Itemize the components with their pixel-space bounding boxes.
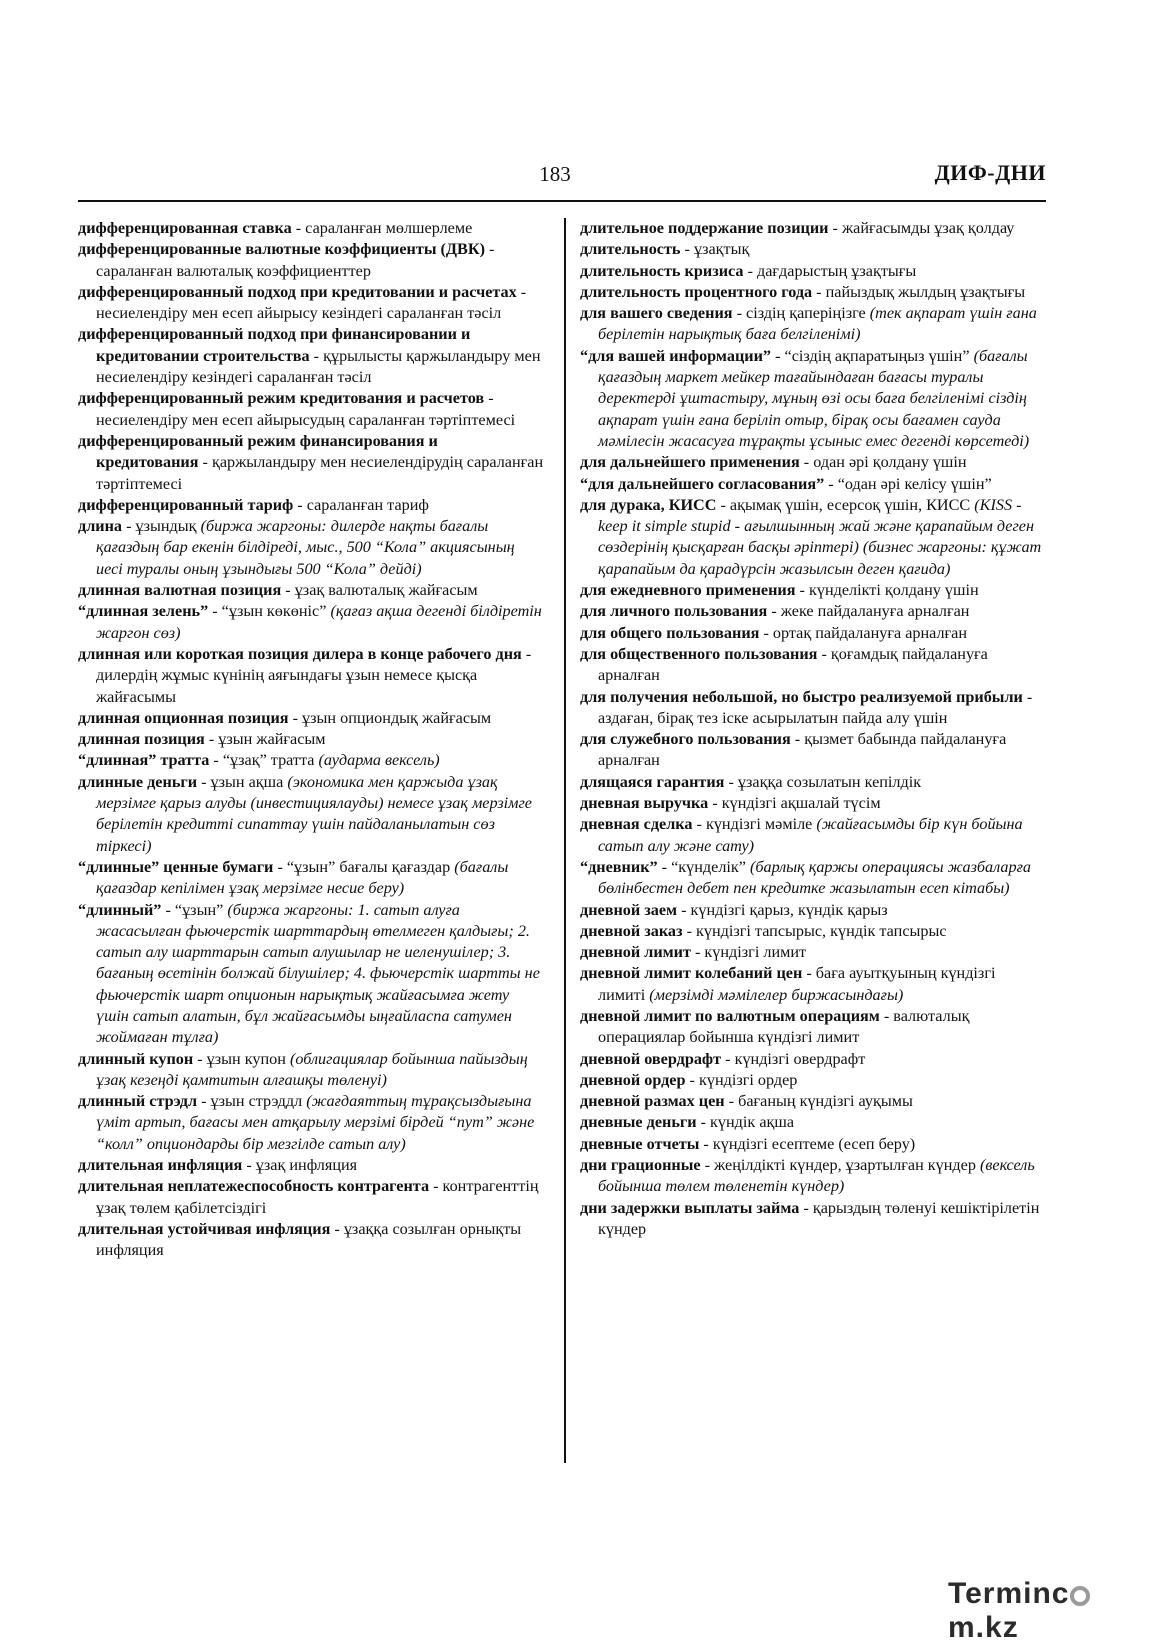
- entry-term: длительность процентного года: [580, 282, 813, 301]
- entry-translation: - ортақ пайдалануға арналған: [759, 623, 968, 642]
- entry-term: длинная позиция: [78, 730, 205, 749]
- dictionary-entry: [580, 1049, 1046, 1070]
- dictionary-entry: [580, 346, 1046, 452]
- dictionary-entry: [580, 601, 1046, 622]
- entry-translation: - ұзын купон: [193, 1049, 290, 1068]
- entry-term: “для дальнейшего согласования”: [580, 474, 825, 493]
- dictionary-entry: [580, 261, 1046, 282]
- dictionary-entry: [580, 814, 1046, 857]
- entry-term: для получения небольшой, но быстро реализуемой прибыли: [580, 687, 1023, 706]
- watermark-text-end: m.kz: [948, 1611, 1019, 1644]
- entry-term: “длинный”: [78, 900, 162, 919]
- dictionary-entry: [580, 303, 1046, 346]
- page-number: 183: [539, 162, 571, 186]
- entry-term: дифференцированный подход при финансировании и кредитовании строительства: [78, 325, 471, 365]
- entry-translation: - күндізгі қарыз, күндік қарыз: [677, 900, 888, 919]
- dictionary-entry: [580, 942, 1046, 963]
- entry-translation: - ұзын ақша: [197, 772, 288, 791]
- entry-term: для вашего сведения: [580, 304, 733, 323]
- entry-translation: - күндізгі есептеме (есеп беру): [699, 1134, 916, 1153]
- dictionary-entry: [78, 857, 544, 900]
- dictionary-entry: [580, 282, 1046, 303]
- entry-translation: - ұзын опциондық жайғасым: [288, 708, 492, 727]
- entry-translation: - қарыздың төленуі кешіктірілетін күндер: [598, 1198, 1040, 1238]
- entry-translation: - “ұзын көкөніс”: [208, 602, 331, 621]
- entry-term: дифференцированный тариф: [78, 495, 294, 514]
- entry-translation: - күндізгі лимит: [690, 943, 807, 962]
- entry-term: длительное поддержание позиции: [580, 219, 829, 237]
- entry-translation: - сараланған мөлшерлеме: [291, 219, 473, 237]
- entry-term: дневной овердрафт: [580, 1049, 722, 1068]
- entry-translation: - сараланған тариф: [293, 495, 429, 514]
- entry-term: дифференцированный режим кредитования и расчетов: [78, 389, 485, 408]
- entry-translation: - бағаның күндізгі ауқымы: [724, 1092, 913, 1111]
- entry-translation: - күнделікті қолдану үшін: [795, 581, 979, 600]
- entry-translation: - дилердің жұмыс күнінің аяғындағы ұзын немесе қысқа жайғасымы: [96, 644, 532, 706]
- entry-translation: - “сіздің ақпаратыңыз үшін”: [771, 346, 974, 365]
- entry-translation: - несиелендіру мен есеп айырысудың сараланған тәртіптемесі: [96, 389, 516, 429]
- dictionary-entry: [78, 239, 544, 282]
- entry-translation: - сараланған валюталық коэффициенттер: [96, 240, 495, 280]
- entry-note: (тек ақпарат үшін ғана берілетін нарықтық баға белгіленімі): [598, 304, 1037, 344]
- entry-term: длящаяся гарантия: [580, 772, 725, 791]
- dictionary-entry: [78, 1155, 544, 1176]
- entry-note: (биржа жаргоны: дилерде нақты бағалы қағаздың бар екенін білдіреді, мыс., 500 “Кола” акциясының иесі туралы оның ұзындығы 500 “Кола” дейді): [96, 517, 515, 578]
- dictionary-entry: [580, 729, 1046, 772]
- entry-term: дневной лимит по валютным операциям: [580, 1006, 880, 1025]
- entry-translation: - күндізгі ақшалай түсім: [708, 794, 881, 813]
- entry-term: дни задержки выплаты займа: [580, 1198, 800, 1217]
- entry-translation: - ұзақтық: [680, 240, 750, 259]
- entry-note: (қағаз ақша дегенді білдіретін жаргон сөз): [96, 602, 542, 642]
- entry-term: длинная или короткая позиция дилера в конце рабочего дня: [78, 644, 522, 663]
- entry-term: дневной заем: [580, 900, 678, 919]
- dictionary-entry: [580, 580, 1046, 601]
- entry-translation: - ұзын стрэддл: [197, 1092, 307, 1111]
- entry-translation: - ұзақ валюталық жайғасым: [281, 581, 478, 600]
- entry-term: дневной лимит: [580, 943, 691, 962]
- entry-term: дифференцированный режим финансирования и кредитования: [78, 431, 438, 472]
- dictionary-entry: [580, 1155, 1046, 1198]
- dictionary-entry: [78, 282, 544, 325]
- entry-note: (вексель бойынша төлем төленетін күндер): [598, 1156, 1035, 1196]
- watermark-text-start: Termin: [948, 1577, 1052, 1610]
- entry-translation: - қызмет бабында пайдалануға арналған: [598, 730, 1007, 770]
- entry-note: (мерзімді мәмілелер биржасындағы): [649, 985, 904, 1004]
- watermark-ring-icon: [1070, 1586, 1090, 1606]
- entry-term: для личного пользования: [580, 602, 768, 621]
- entry-note: (барлық қаржы операциясы жазбаларға бөлінбестен дебет пен кредитке жазылатын есеп кітабы): [598, 857, 1031, 898]
- dictionary-entry: [580, 857, 1046, 900]
- dictionary-entry: [580, 623, 1046, 644]
- entry-term: длина: [78, 517, 123, 536]
- entry-translation: - “ұзын” бағалы қағаздар: [273, 857, 455, 876]
- entry-note: (жайғасымды бір күн бойына сатып алу және сату): [598, 815, 1023, 855]
- dictionary-entry: [580, 1091, 1046, 1112]
- entry-translation: - аздаған, бірақ тез іске асырылатын пайда алу үшін: [598, 687, 1033, 727]
- entry-translation: - дағдарыстың ұзақтығы: [743, 261, 917, 280]
- entry-term: для дальнейшего применения: [580, 453, 800, 472]
- entry-term: дневной размах цен: [580, 1092, 725, 1111]
- dictionary-entry: [580, 1112, 1046, 1133]
- entry-translation: - жеңілдікті күндер, ұзартылған күндер: [700, 1156, 980, 1175]
- dictionary-entry: [580, 239, 1046, 260]
- entry-translation: - контрагенттің ұзақ төлем қабілетсіздігі: [96, 1177, 539, 1217]
- entry-term: дневные деньги: [580, 1113, 697, 1132]
- dictionary-entry: [78, 772, 544, 857]
- dictionary-entry: [78, 1176, 544, 1219]
- dictionary-entry: [78, 750, 544, 771]
- dictionary-entry: [78, 580, 544, 601]
- entry-note: (облигациялар бойынша пайыздың ұзақ кезеңді қамтитын алғашқы төленуі): [96, 1049, 528, 1089]
- dictionary-entry: [580, 793, 1046, 814]
- entry-term: для дурака, КИСС: [580, 495, 717, 514]
- entry-term: для общего пользования: [580, 623, 760, 642]
- entry-translation: - одан әрі қолдану үшін: [799, 453, 967, 472]
- entry-term: длинный купон: [78, 1049, 194, 1068]
- entry-term: дифференцированная ставка: [78, 219, 292, 237]
- dictionary-entry: [78, 495, 544, 516]
- left-column: [78, 218, 544, 1262]
- entry-term: дни грационные: [580, 1156, 701, 1175]
- dictionary-entry: [580, 1134, 1046, 1155]
- entry-term: дневная выручка: [580, 794, 709, 813]
- entry-translation: - күндізгі ордер: [685, 1070, 798, 1089]
- dictionary-entry: [78, 431, 544, 495]
- entry-term: длинная валютная позиция: [78, 581, 282, 600]
- entry-term: “для вашей информации”: [580, 346, 772, 365]
- entry-translation: - құрылысты қаржыландыру мен несиелендіру кезіндегі сараланған тәсіл: [96, 346, 541, 387]
- entry-translation: - күндізгі овердрафт: [721, 1049, 866, 1068]
- entry-translation: - күндізгі тапсырыс, күндік тапсырыс: [682, 921, 947, 940]
- entry-translation: - ұзақ инфляция: [242, 1156, 358, 1175]
- entry-translation: - “күнделік”: [657, 857, 751, 876]
- entry-term: дифференцированный подход при кредитовании и расчетах: [78, 282, 517, 301]
- entry-term: “длинные” ценные бумаги: [78, 857, 274, 876]
- entry-translation: - валюталық операциялар бойынша күндізгі лимит: [598, 1006, 970, 1047]
- entry-term: дневные отчеты: [580, 1134, 700, 1153]
- entry-note: (бағалы қағаздар кепілімен ұзақ мерзімге несие беру): [96, 857, 509, 898]
- dictionary-entry: [78, 388, 544, 431]
- header-rule: [78, 200, 1046, 202]
- entry-term: “длинная” тратта: [78, 751, 210, 770]
- entry-term: длительная устойчивая инфляция: [78, 1219, 331, 1238]
- entry-term: дневная сделка: [580, 815, 693, 834]
- entry-term: длинный стрэдл: [78, 1092, 198, 1111]
- entry-note: (бағалы қағаздың маркет мейкер тағайындаған бағасы туралы деректерді ұштастыру, мұның өзі осы баға белгіленімі сіздің ақпарат үшін ғана беріліп отыр, бірақ осы бағамен сауда мәмілесін жасасуға тұрақты ұсыныс емес дегенді көрсетеді): [598, 346, 1030, 450]
- dictionary-entry: [78, 324, 544, 388]
- entry-note: (биржа жаргоны: 1. сатып алуға жасасылған фьючерстік шарттардың өтелмеген қалдығы; 2. сатып алу шарттарын сатып алушылар не иеленушілер; 3. бағаның өсетінін болжай білушілер; 4. фьючерстік шартты не фьючерстік шарт опционын нарықтық жайғасымға жету үшін сатып алатын, бұл жайғасымды ыңғайласпа сатумен жоймаған тұлға): [96, 900, 540, 1047]
- right-column: [580, 218, 1046, 1240]
- entry-translation: - күндік ақша: [696, 1113, 795, 1132]
- dictionary-entry: [78, 218, 544, 239]
- entry-translation: - қоғамдық пайдалануға арналған: [598, 644, 988, 685]
- entry-translation: - сіздің қаперіңізге: [732, 304, 870, 323]
- dictionary-entry: [580, 1070, 1046, 1091]
- dictionary-entry: [580, 921, 1046, 942]
- watermark-text-mid: c: [1051, 1577, 1070, 1610]
- entry-term: “длинная зелень”: [78, 602, 209, 621]
- entry-term: “дневник”: [580, 857, 658, 876]
- dictionary-entry: [580, 495, 1046, 580]
- entry-translation: - ұзындық: [122, 517, 201, 536]
- entry-translation: - күндізгі мәміле: [692, 815, 817, 834]
- site-watermark-logo: [948, 1577, 1158, 1645]
- entry-translation: - қаржыландыру мен несиелендірудің сараланған тәртіптемесі: [96, 453, 544, 493]
- entry-translation: - жайғасымды ұзақ қолдау: [828, 219, 1015, 237]
- running-head: ДИФ-ДНИ: [934, 160, 1046, 185]
- entry-translation: - “одан әрі келісу үшін”: [824, 474, 992, 493]
- entry-note: (KISS - keep it simple stupid - ағылшынның жай және қарапайым деген сөздерінің қысқарған басқы әріптері) (бизнес жаргоны: құжат қарапайым да қарадүрсін жазылсын деген қағида): [598, 495, 1042, 578]
- dictionary-entry: [580, 1006, 1046, 1049]
- entry-term: дневной ордер: [580, 1070, 686, 1089]
- entry-translation: - ұзаққа созылған орнықты инфляция: [96, 1219, 522, 1260]
- dictionary-entry: [580, 218, 1046, 239]
- entry-note: (аударма вексель): [318, 751, 440, 770]
- dictionary-entry: [580, 474, 1046, 495]
- entry-term: дневной заказ: [580, 921, 683, 940]
- entry-translation: - баға ауытқуының күндізгі лимиті: [598, 964, 996, 1004]
- dictionary-entry: [78, 1219, 544, 1262]
- entry-term: для общественного пользования: [580, 644, 818, 663]
- entry-translation: - ұзаққа созылатын кепілдік: [724, 772, 922, 791]
- entry-term: длинные деньги: [78, 772, 198, 791]
- entry-term: дифференцированные валютные коэффициенты (ДВК): [78, 240, 485, 259]
- dictionary-entry: [580, 900, 1046, 921]
- entry-term: для ежедневного применения: [580, 581, 796, 600]
- dictionary-entry: [580, 772, 1046, 793]
- dictionary-entry: [580, 687, 1046, 730]
- entry-translation: - пайыздық жылдың ұзақтығы: [812, 282, 1026, 301]
- dictionary-entry: [580, 1198, 1046, 1241]
- dictionary-entry: [78, 601, 544, 644]
- dictionary-entry: [580, 963, 1046, 1006]
- entry-note: (экономика мен қаржыда ұзақ мерзімге қарыз алуды (инвестициялауды) немесе ұзақ мерзімге берілетін кредитті сипаттау үшін пайдаланылатын сөз тіркесі): [96, 772, 532, 855]
- entry-translation: - ақымақ үшін, есерсоқ үшін, КИСС: [716, 495, 975, 514]
- dictionary-entry: [78, 516, 544, 580]
- dictionary-entry: [580, 644, 1046, 687]
- dictionary-entry: [78, 1091, 544, 1155]
- entry-translation: - несиелендіру мен есеп айырысу кезіндегі сараланған тәсіл: [96, 282, 527, 323]
- entry-term: длительная неплатежеспособность контрагента: [78, 1177, 430, 1196]
- entry-translation: - жеке пайдалануға арналған: [767, 602, 970, 621]
- dictionary-entry: [580, 452, 1046, 473]
- entry-term: длинная опционная позиция: [78, 708, 289, 727]
- dictionary-entry: [78, 729, 544, 750]
- entry-term: дневной лимит колебаний цен: [580, 964, 803, 983]
- entry-translation: - “ұзақ” тратта: [209, 751, 319, 770]
- dictionary-entry: [78, 900, 544, 1049]
- entry-term: длительность кризиса: [580, 261, 744, 280]
- entry-note: (жағдаяттың тұрақсыздығына үміт артып, бағасы мен атқарылу мерзімі бірдей “пут” және “колл” опциондарды бір мезгілде сатып алу): [96, 1092, 535, 1153]
- entry-term: для служебного пользования: [580, 730, 791, 749]
- entry-term: длительность: [580, 240, 681, 259]
- entry-term: длительная инфляция: [78, 1156, 243, 1175]
- column-divider: [564, 218, 566, 1463]
- dictionary-entry: [78, 708, 544, 729]
- dictionary-entry: [78, 1049, 544, 1092]
- dictionary-entry: [78, 644, 544, 708]
- entry-translation: - “ұзын”: [161, 900, 228, 919]
- entry-translation: - ұзын жайғасым: [204, 730, 326, 749]
